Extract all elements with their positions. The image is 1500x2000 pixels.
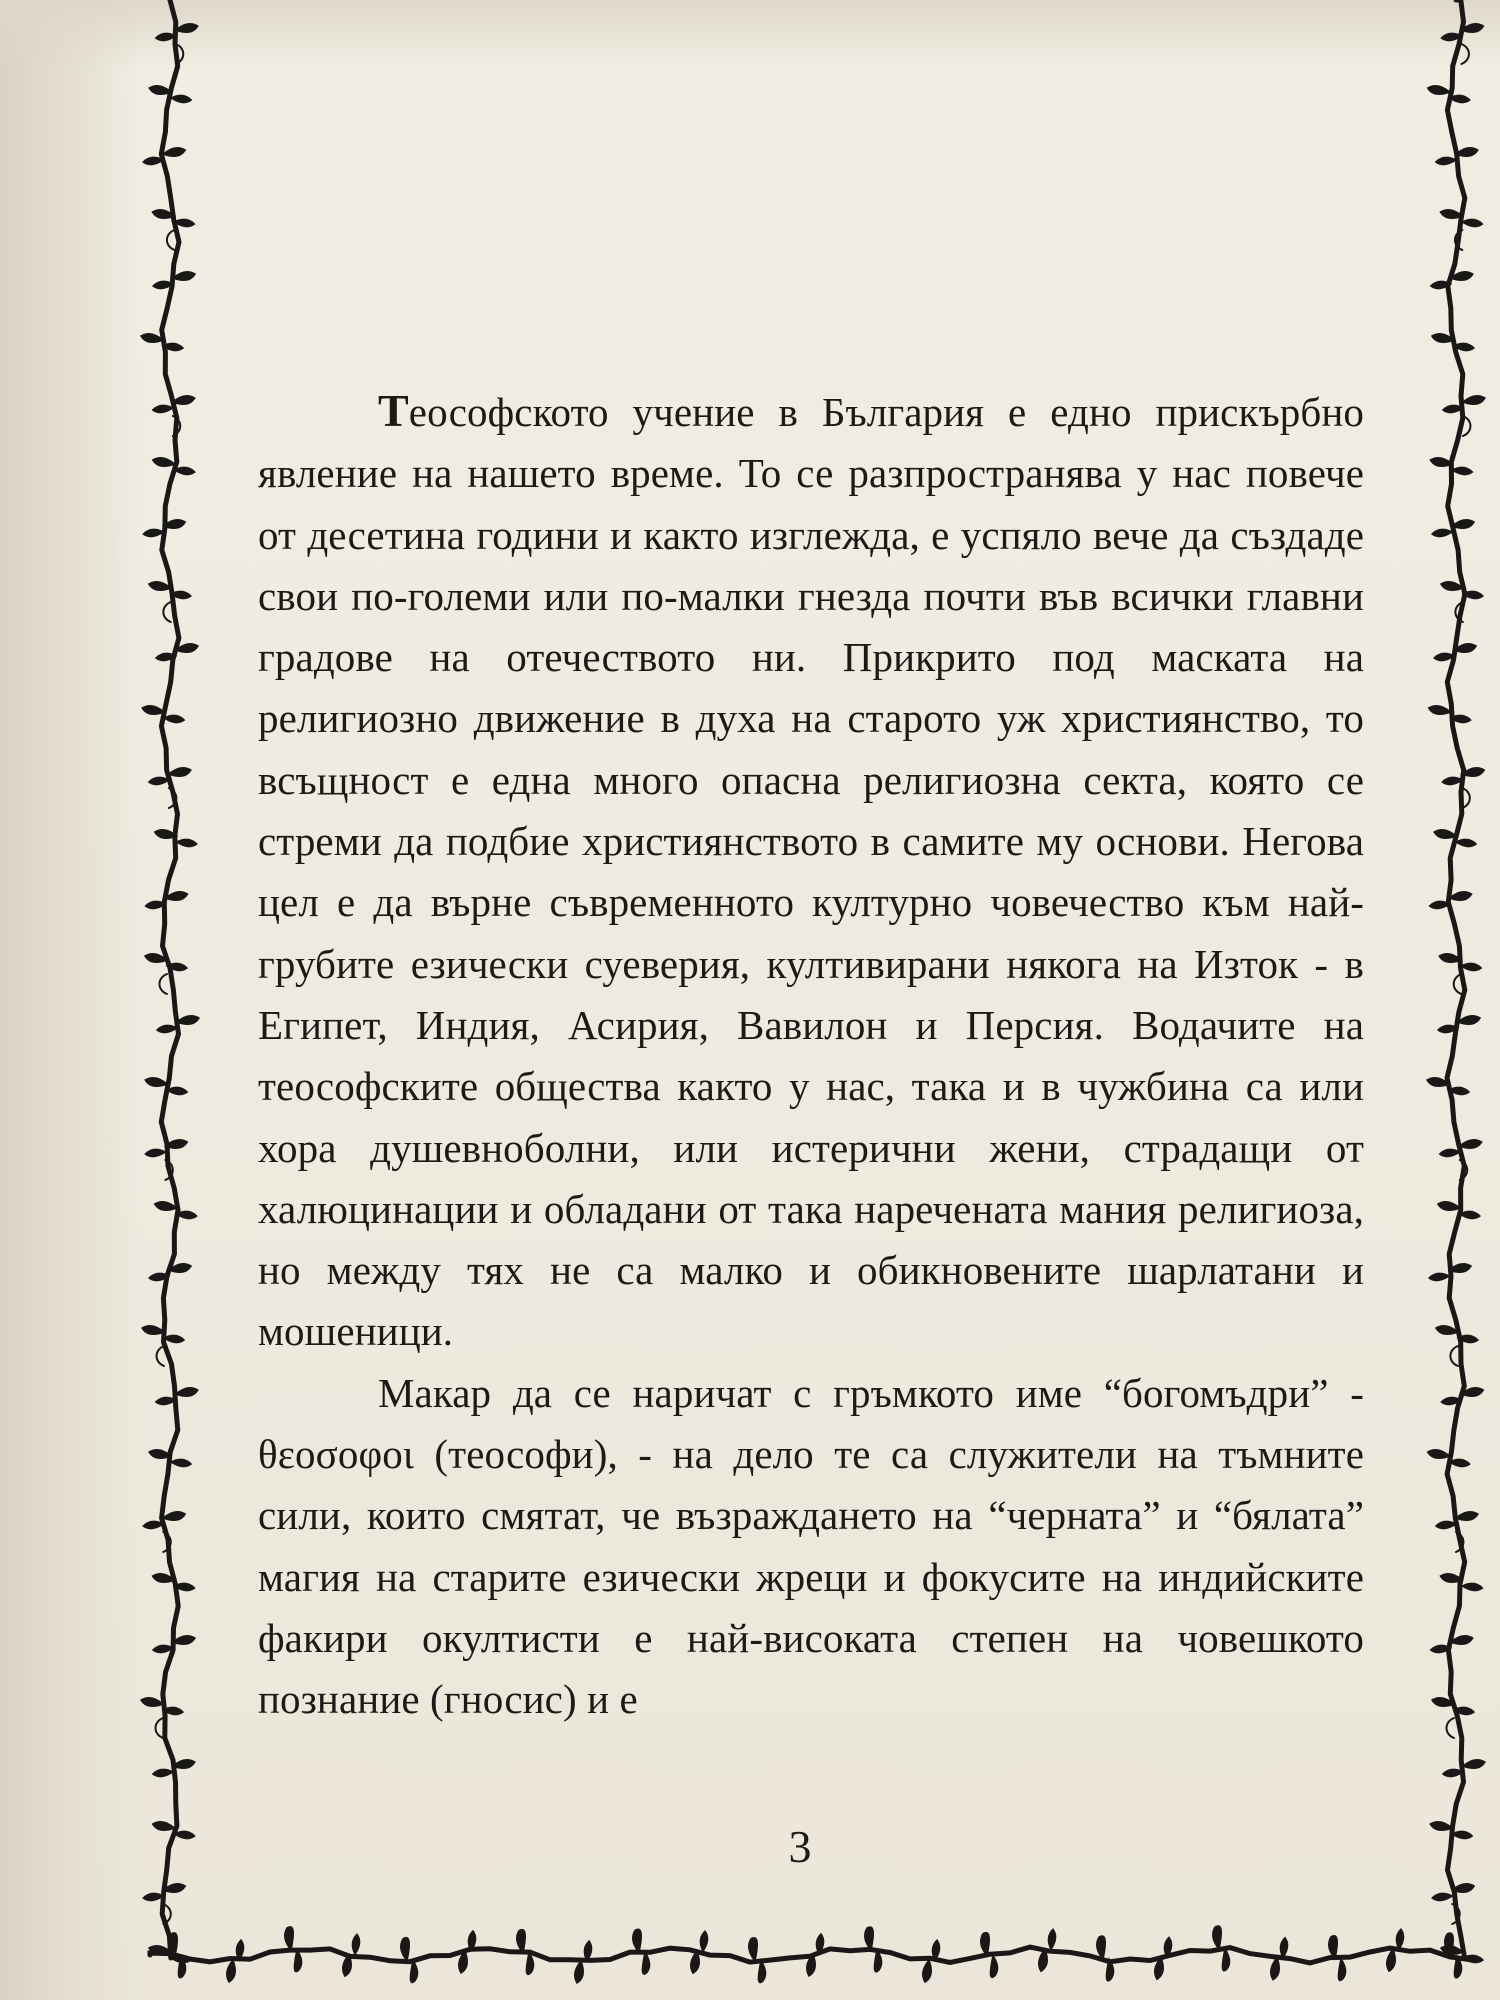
vine-tendril <box>159 974 167 994</box>
vine-tendril <box>156 1718 164 1738</box>
left-vine-border <box>141 0 199 1963</box>
page-number: 3 <box>788 1821 812 1872</box>
vine-tendril <box>167 230 175 250</box>
vine-tendril <box>1446 1718 1454 1738</box>
vine-tendril <box>163 602 171 622</box>
vine-tendril <box>157 1346 165 1366</box>
paragraph-1 <box>258 380 1364 1363</box>
paragraph-2: Макар да се наричат с гръмкото име “богомъдри” - θεοσοφοι (теософи), - на дело те са служители на тъмните сили, които смятат, че възраждането на “черната” и “бялата” магия на старите езически жреци и фокусите на индийските факири окултисти е най-високата степен на човешкото познание (гносис) и е <box>258 1369 1364 1723</box>
body-text <box>258 380 1364 1731</box>
vine-stem <box>161 0 179 1958</box>
paragraph-1-text: еософското учение в България е едно прискърбно явление на нашето време. То се разпространява у нас повече от десетина години и както изглежда, е успяло вече да създаде свои по-големи или по-малки гнезда почти във всички главни градове на отечеството ни. Прикрито под маската на религиозно движение в духа на старото уж християнство, то всъщност е една много опасна религиозна секта, която се стреми да подбие християнството в самите му основи. Негова цел е да върне съвременното културно човечество към най-грубите езически суеверия, култивирани някога на Изток - в Египет, Индия, Асирия, Вавилон и Персия. Водачите на теософските общества както у нас, така и в чужбина са или хора душевноболни, или истерични жени, страдащи от халюцинации и обладани от така наречената мания религиоза, но между тях не са малко и обикновените шарлатани и мошеници. <box>258 389 1364 1355</box>
vine-tendril <box>1450 1346 1458 1366</box>
vine-tendril <box>1461 44 1469 64</box>
drop-initial: Т <box>378 385 409 436</box>
bottom-vine-border <box>150 1926 1470 1983</box>
right-vine-border <box>1427 0 1485 1963</box>
